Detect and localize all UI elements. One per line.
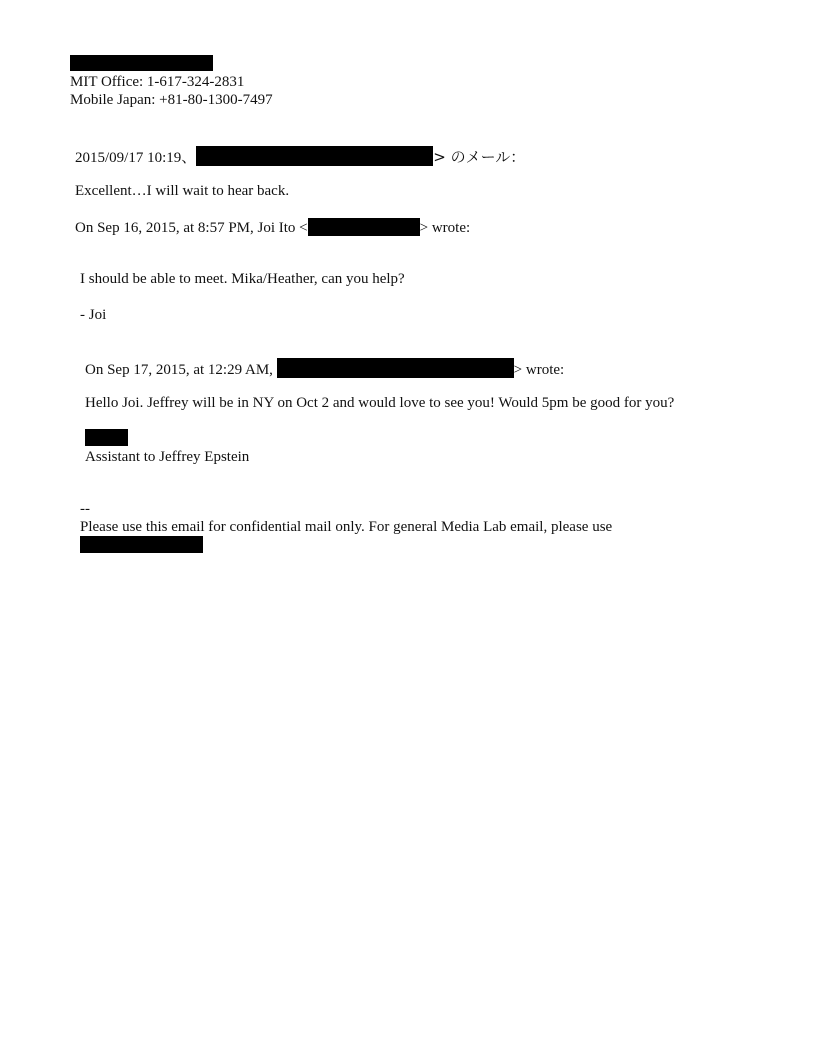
redacted-name [70, 55, 213, 71]
redacted-joi-email [308, 218, 420, 236]
office-phone: MIT Office: 1-617-324-2831 [70, 74, 245, 90]
quote2-body: Hello Joi. Jeffrey will be in NY on Oct 2 and would love to see you! Would 5pm be good for you? [85, 395, 675, 411]
quote1-attribution-suffix: > wrote: [419, 220, 471, 236]
quote2-attribution [85, 358, 564, 379]
redacted-assistant-name [85, 429, 128, 446]
reply-date-line [75, 146, 525, 167]
footer-separator: -- [80, 501, 90, 517]
redacted-assistant-email [277, 358, 514, 378]
quote1-body: I should be able to meet. Mika/Heather, can you help? [80, 271, 405, 287]
reply-body: Excellent…I will wait to hear back. [75, 183, 290, 199]
quote1-attribution [75, 218, 470, 237]
quote2-attribution-prefix: On Sep 17, 2015, at 12:29 AM, [85, 362, 277, 378]
redacted-sender-email [196, 146, 433, 166]
quote2-signature-title: Assistant to Jeffrey Epstein [85, 449, 250, 465]
quote1-attribution-prefix: On Sep 16, 2015, at 8:57 PM, Joi Ito < [75, 220, 308, 236]
redacted-general-email [80, 536, 203, 553]
reply-date: 2015/09/17 10:19、 [75, 150, 197, 166]
jp-mail-suffix: > のメール： [433, 148, 526, 166]
mobile-phone: Mobile Japan: +81-80-1300-7497 [70, 92, 273, 108]
footer-disclaimer: Please use this email for confidential mail only. For general Media Lab email, please use [80, 519, 613, 535]
quote2-attribution-suffix: > wrote: [513, 362, 565, 378]
quote1-signoff: - Joi [80, 307, 107, 323]
